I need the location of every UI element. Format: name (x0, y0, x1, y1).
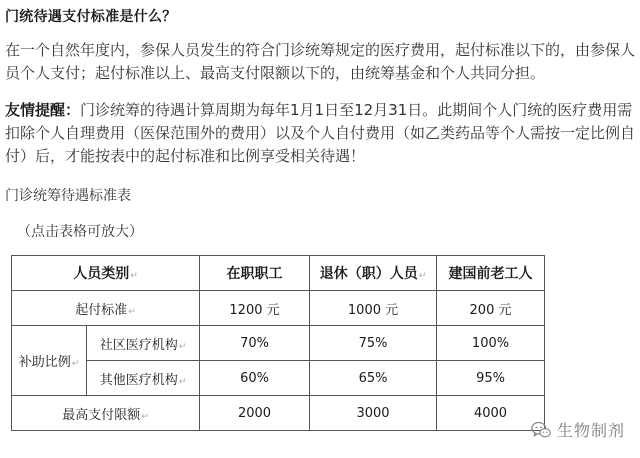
cell-threshold-employed: 1200 元 (200, 291, 310, 326)
reminder-text: 门诊统筹的待遇计算周期为每年1月1日至12月31日。此期间个人门统的医疗费用需扣除个人自理费用（医保范围外的费用）以及个人自付费用（如乙类药品等个人需按一定比例自付）后，才能按表中的起付标准和比例享受相关待遇！ (5, 101, 636, 165)
benefits-table[interactable] (11, 255, 545, 431)
header-employed: 在职职工 (200, 256, 310, 291)
cell-threshold-retired: 1000 元 (310, 291, 437, 326)
cell-community-retired: 75% (310, 326, 437, 361)
reminder-paragraph (5, 99, 635, 168)
row-label-other: 其他医疗机构↵ (87, 361, 200, 396)
row-label-threshold: 起付标准↵ (12, 291, 200, 326)
row-label-community: 社区医疗机构↵ (87, 326, 200, 361)
cell-other-retired: 65% (310, 361, 437, 396)
page-heading: 门统待遇支付标准是什么？ (5, 9, 177, 25)
row-label-subsidy: 补助比例↵ (12, 326, 87, 396)
table-zoom-hint[interactable]: （点击表格可放大） (17, 224, 143, 240)
cell-other-veteran: 95% (437, 361, 545, 396)
table-header-row (12, 256, 545, 291)
watermark-text: 生物制剂 (557, 421, 626, 440)
table-row-max-limit (12, 396, 545, 431)
table-title: 门诊统筹待遇标准表 (5, 188, 131, 204)
cell-community-veteran: 100% (437, 326, 545, 361)
table-row-community (12, 326, 545, 361)
cell-max-employed: 2000 (200, 396, 310, 431)
header-veteran: 建国前老工人 (437, 256, 545, 291)
cell-max-retired: 3000 (310, 396, 437, 431)
cell-threshold-veteran: 200 元 (437, 291, 545, 326)
table-row-threshold (12, 291, 545, 326)
row-label-max-limit: 最高支付限额↵ (12, 396, 200, 431)
table-row-other (12, 361, 545, 396)
cell-community-employed: 70% (200, 326, 310, 361)
intro-paragraph: 在一个自然年度内，参保人员发生的符合门诊统筹规定的医疗费用，起付标准以下的，由参保人员个人支付；起付标准以上、最高支付限额以下的，由统筹基金和个人共同分担。 (5, 41, 636, 82)
wechat-icon (530, 419, 552, 441)
header-category: 人员类别↵ (12, 256, 200, 291)
header-retired: 退休（职）人员↵ (310, 256, 437, 291)
reminder-label: 友情提醒： (5, 101, 81, 119)
cell-other-employed: 60% (200, 361, 310, 396)
watermark (530, 418, 625, 441)
cell-max-veteran: 4000 (437, 396, 545, 431)
